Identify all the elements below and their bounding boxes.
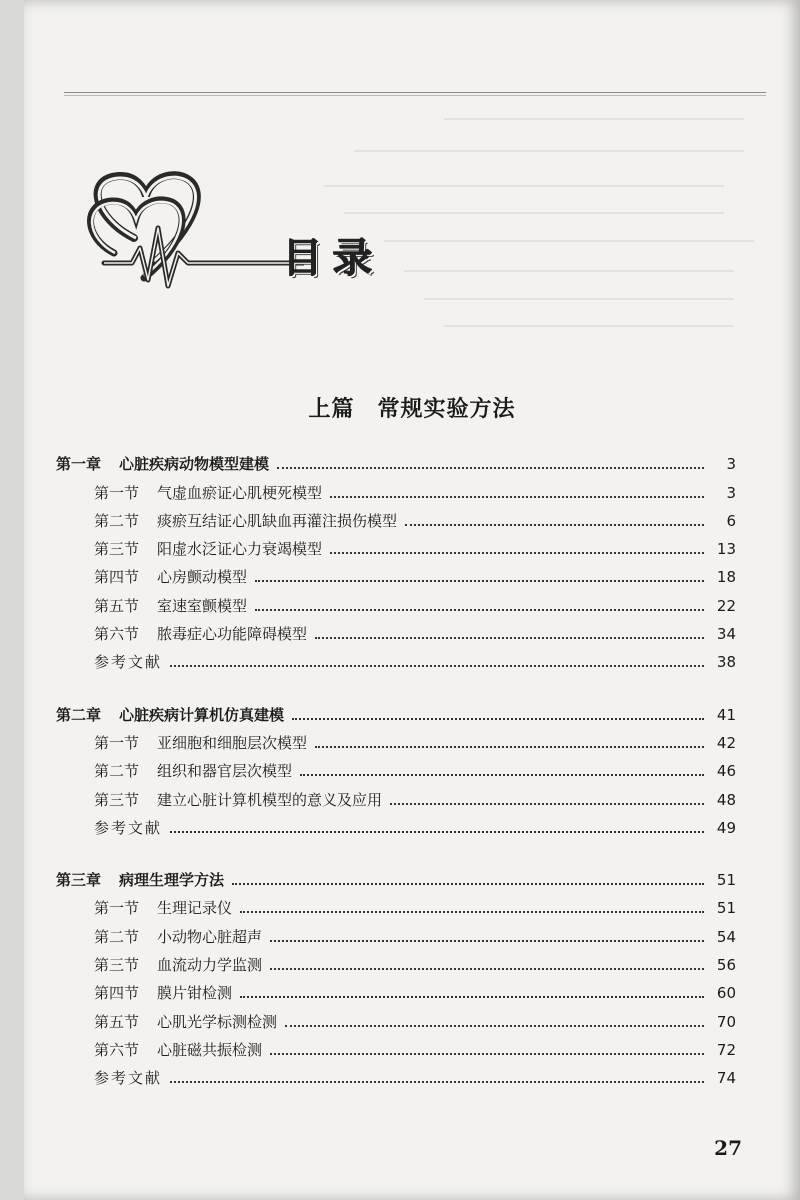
section-label: 第一节	[94, 483, 140, 502]
section-title: 小动物心脏超声	[157, 927, 263, 946]
section-label: 第一节	[94, 899, 140, 918]
page-number: 49	[716, 818, 736, 837]
dot-leader	[240, 995, 704, 998]
references-title: 参考文献	[94, 1069, 163, 1088]
toc-entry-section[interactable]	[56, 559, 736, 587]
chapter-title: 病理生理学方法	[119, 871, 225, 890]
section-title: 脓毒症心功能障碍模型	[157, 625, 308, 644]
section-label: 第一节	[94, 733, 140, 752]
section-title: 生理记录仪	[157, 899, 233, 918]
section-label: 第五节	[94, 596, 140, 615]
section-label: 第五节	[94, 1012, 140, 1031]
toc-entry-section[interactable]	[56, 753, 736, 781]
section-title: 血流动力学监测	[157, 956, 263, 975]
page-number: 3	[726, 483, 736, 502]
chapter-title: 心脏疾病计算机仿真建模	[119, 705, 285, 724]
dot-leader	[315, 745, 704, 748]
page-number: 74	[716, 1069, 736, 1088]
header-rule-secondary	[64, 95, 766, 96]
chapter-label: 第二章	[56, 705, 102, 724]
section-title: 心脏磁共振检测	[157, 1040, 263, 1059]
section-label: 第二节	[94, 762, 140, 781]
section-label: 第三节	[94, 540, 140, 559]
section-label: 第六节	[94, 625, 140, 644]
chapter-1	[56, 446, 736, 672]
dot-leader	[232, 882, 704, 885]
section-title: 心肌光学标测检测	[157, 1012, 278, 1031]
dot-leader	[170, 1080, 704, 1083]
page-number: 34	[716, 625, 736, 644]
page-title: 目录	[282, 235, 382, 281]
table-of-contents	[56, 446, 736, 1112]
dot-leader	[315, 636, 704, 639]
page-number: 51	[716, 899, 736, 918]
toc-entry-chapter[interactable]	[56, 446, 736, 474]
chapter-title: 心脏疾病动物模型建模	[119, 455, 270, 474]
dot-leader	[300, 773, 704, 776]
section-label: 第三节	[94, 790, 140, 809]
toc-entry-section[interactable]	[56, 474, 736, 502]
section-label: 第二节	[94, 927, 140, 946]
toc-entry-section[interactable]	[56, 616, 736, 644]
section-title: 亚细胞和细胞层次模型	[157, 733, 308, 752]
page-folio: 27	[714, 1136, 742, 1160]
dot-leader	[405, 523, 704, 526]
chapter-3	[56, 862, 736, 1088]
page-number: 22	[716, 596, 736, 615]
section-label: 第六节	[94, 1040, 140, 1059]
dot-leader	[170, 830, 704, 833]
dot-leader	[270, 967, 704, 970]
page-number: 48	[716, 790, 736, 809]
toc-entry-section[interactable]	[56, 975, 736, 1003]
references-title: 参考文献	[94, 653, 163, 672]
dot-leader	[330, 495, 704, 498]
page-number: 38	[716, 653, 736, 672]
chapter-label: 第一章	[56, 455, 102, 474]
dot-leader	[285, 1024, 704, 1027]
page-number: 3	[726, 455, 736, 474]
dot-leader	[255, 579, 704, 582]
dot-leader	[277, 466, 704, 469]
section-label: 第四节	[94, 984, 140, 1003]
toc-entry-references[interactable]	[56, 644, 736, 672]
section-title: 阳虚水泛证心力衰竭模型	[157, 540, 323, 559]
dot-leader	[330, 551, 704, 554]
toc-entry-section[interactable]	[56, 890, 736, 918]
section-label: 第二节	[94, 511, 140, 530]
section-title: 室速室颤模型	[157, 596, 248, 615]
page-number: 51	[716, 871, 736, 890]
section-title: 心房颤动模型	[157, 568, 248, 587]
toc-entry-chapter[interactable]	[56, 696, 736, 724]
book-page	[24, 0, 800, 1200]
dot-leader	[292, 717, 704, 720]
section-title: 膜片钳检测	[157, 984, 233, 1003]
toc-entry-section[interactable]	[56, 503, 736, 531]
section-label: 第四节	[94, 568, 140, 587]
page-number: 41	[716, 705, 736, 724]
dot-leader	[170, 664, 704, 667]
toc-entry-references[interactable]	[56, 1060, 736, 1088]
section-title: 气虚血瘀证心肌梗死模型	[157, 483, 323, 502]
header-rule	[64, 92, 766, 93]
part-title: 上篇 常规实验方法	[308, 397, 516, 422]
toc-entry-section[interactable]	[56, 947, 736, 975]
toc-entry-section[interactable]	[56, 781, 736, 809]
section-title: 组织和器官层次模型	[157, 762, 293, 781]
toc-entry-section[interactable]	[56, 1003, 736, 1031]
section-title: 痰瘀互结证心肌缺血再灌注损伤模型	[157, 511, 398, 530]
dot-leader	[240, 910, 704, 913]
page-number: 13	[716, 540, 736, 559]
dot-leader	[255, 608, 704, 611]
page-number: 70	[716, 1012, 736, 1031]
page-number: 56	[716, 956, 736, 975]
page-number: 54	[716, 927, 736, 946]
page-number: 60	[716, 984, 736, 1003]
page-number: 72	[716, 1040, 736, 1059]
dot-leader	[270, 1052, 704, 1055]
page-number: 42	[716, 733, 736, 752]
dot-leader	[390, 802, 704, 805]
page-number: 18	[716, 568, 736, 587]
section-title: 建立心脏计算机模型的意义及应用	[157, 790, 383, 809]
page-number: 46	[716, 762, 736, 781]
toc-entry-section[interactable]	[56, 531, 736, 559]
dot-leader	[270, 939, 704, 942]
chapter-label: 第三章	[56, 871, 102, 890]
toc-entry-section[interactable]	[56, 587, 736, 615]
toc-entry-section[interactable]	[56, 918, 736, 946]
chapter-2	[56, 696, 736, 837]
section-label: 第三节	[94, 956, 140, 975]
hearts-ecg-icon	[74, 168, 304, 298]
toc-entry-section[interactable]	[56, 725, 736, 753]
references-title: 参考文献	[94, 818, 163, 837]
page-number: 6	[726, 511, 736, 530]
toc-entry-section[interactable]	[56, 1032, 736, 1060]
toc-entry-chapter[interactable]	[56, 862, 736, 890]
toc-entry-references[interactable]	[56, 810, 736, 838]
